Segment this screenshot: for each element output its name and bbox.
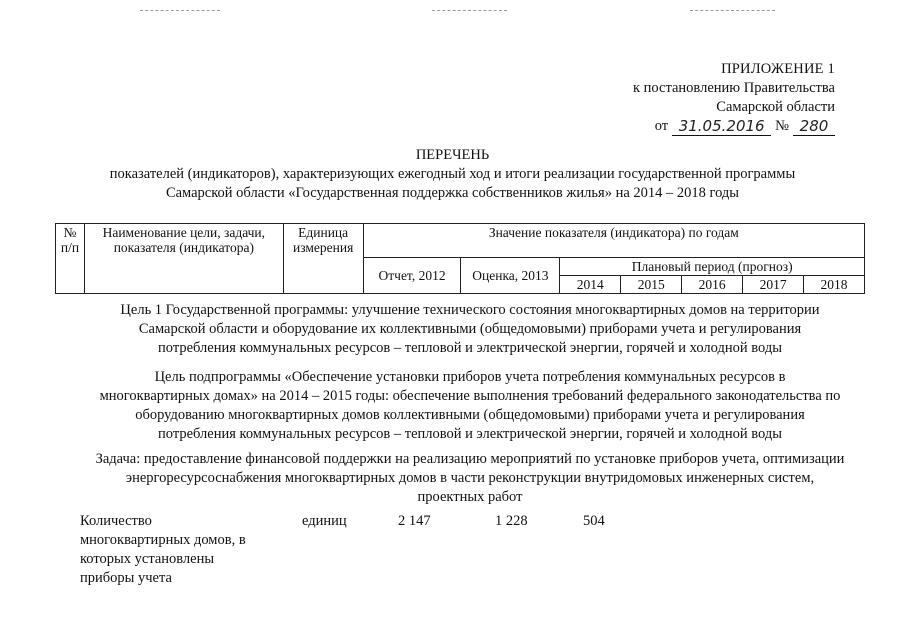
decree-date-number	[655, 117, 835, 136]
goal-line-1: Цель 1 Государственной программы: улучшение технического состояния многоквартирных домов на территории	[120, 302, 820, 318]
indicator-name-line-2: многоквартирных домов, в	[80, 532, 246, 548]
document-heading	[0, 146, 905, 203]
indicator-unit: единиц	[302, 513, 347, 529]
handwritten-number: 280	[793, 118, 835, 136]
appendix-line-2: Самарской области	[716, 99, 835, 115]
subgoal-line-2: многоквартирных домах» на 2014 – 2015 годы: обеспечение выполнения требований федерального законодательства по	[99, 388, 841, 404]
indicator-value-2013: 1 228	[495, 513, 528, 529]
col-name-header: Наименование цели, задачи, показателя (индикатора)	[84, 224, 283, 294]
subgoal-line-3: оборудованию многоквартирных домов коллективными (общедомовыми) приборами учета и регулирования	[135, 407, 805, 423]
indicator-table-header	[55, 223, 865, 294]
col-unit-header: Единица измерения	[283, 224, 363, 294]
heading-line-2: Самарской области «Государственная поддержка собственников жилья» на 2014 – 2018 годы	[165, 185, 740, 201]
task-line-2: энергоресурсоснабжения многоквартирных домов в части реконструкции внутридомовых инженерных систем,	[125, 470, 815, 486]
task-block	[80, 450, 860, 507]
subgoal-line-4: потребления коммунальных ресурсов – тепловой и электрической энергии, горячей и холодной воды	[158, 426, 782, 442]
year-2015: 2015	[621, 276, 682, 294]
heading-line-1: показателей (индикаторов), характеризующих ежегодный ход и итоги реализации государственной программы	[109, 166, 796, 182]
indicator-name-line-1: Количество	[80, 513, 152, 529]
indicator-value-2012: 2 147	[398, 513, 431, 529]
year-2014: 2014	[560, 276, 621, 294]
goal-line-3: потребления коммунальных ресурсов – тепловой и электрической энергии, горячей и холодной воды	[158, 340, 782, 356]
scan-mark-right	[690, 10, 775, 12]
indicator-name-line-3: которых установлены	[80, 551, 215, 567]
year-2017: 2017	[743, 276, 804, 294]
col-values-header: Значение показателя (индикатора) по годам	[363, 224, 864, 258]
subgoal-block	[80, 368, 860, 444]
appendix-title: ПРИЛОЖЕНИЕ 1	[721, 61, 835, 77]
indicator-value-2014: 504	[583, 513, 605, 529]
handwritten-date: 31.05.2016	[672, 118, 771, 136]
appendix-block	[575, 60, 835, 136]
subgoal-line-1: Цель подпрограммы «Обеспечение установки приборов учета потребления коммунальных ресурсов в	[154, 369, 786, 385]
task-line-3: проектных работ	[417, 489, 523, 505]
col-number-header: № п/п	[56, 224, 85, 294]
col-estimate-header: Оценка, 2013	[461, 258, 560, 294]
scan-mark-left	[140, 10, 220, 12]
indicator-name	[80, 512, 290, 588]
indicator-name-line-4: приборы учета	[80, 570, 172, 586]
col-report-header: Отчет, 2012	[363, 258, 461, 294]
scan-mark-center	[432, 10, 507, 12]
col-plan-header: Плановый период (прогноз)	[560, 258, 865, 276]
date-prefix: от	[654, 118, 669, 134]
task-line-1: Задача: предоставление финансовой поддержки на реализацию мероприятий по установке приборов учета, оптимизации	[95, 451, 845, 467]
appendix-line-1: к постановлению Правительства	[633, 80, 835, 96]
year-2018: 2018	[804, 276, 865, 294]
goal-block	[80, 301, 860, 358]
heading-title: ПЕРЕЧЕНЬ	[415, 147, 490, 163]
number-sign: №	[775, 118, 789, 134]
goal-line-2: Самарской области и оборудование их коллективными (общедомовыми) приборами учета и регулирования	[138, 321, 802, 337]
year-2016: 2016	[682, 276, 743, 294]
